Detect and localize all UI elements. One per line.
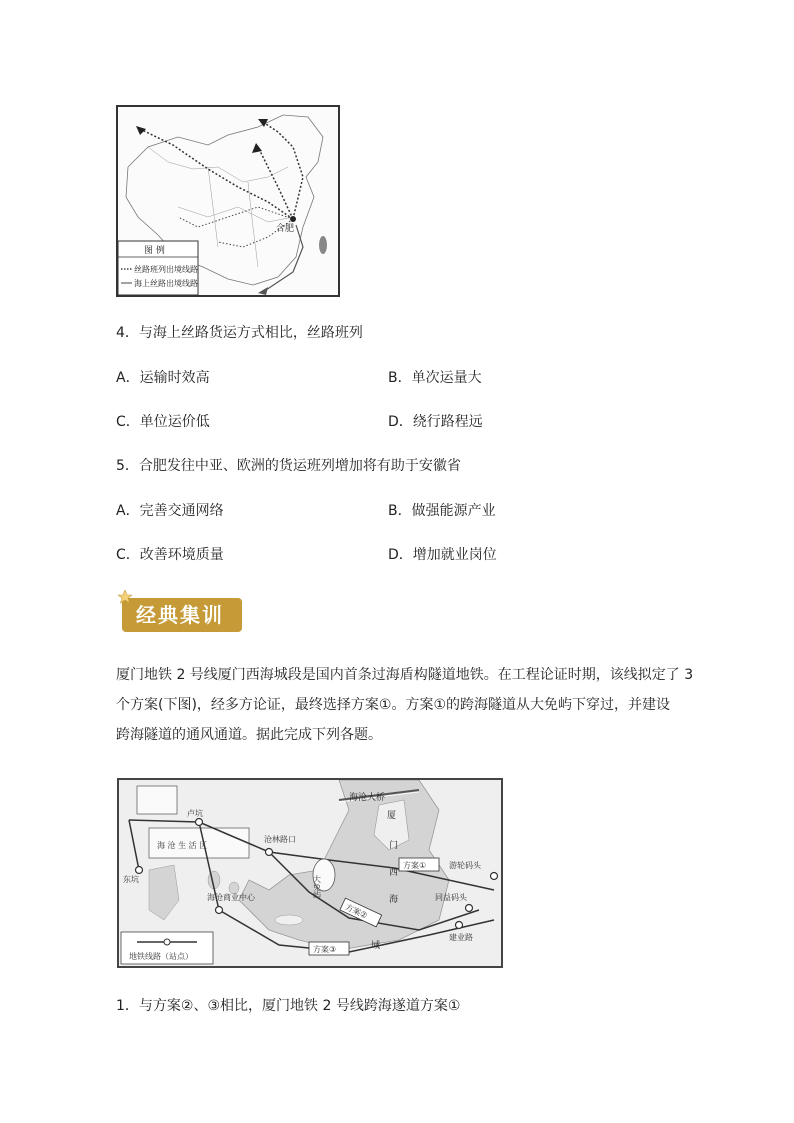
station-youlun-label: 游轮码头 [449, 861, 481, 870]
station-canglin-label: 沧林路口 [264, 835, 296, 844]
station-jianye [456, 922, 463, 929]
station-jianye-label: 建业路 [449, 933, 473, 942]
island-label: 大兔屿 [312, 875, 322, 899]
sea-char-2: 门 [389, 841, 399, 851]
intro-line-2: 个方案(下图)，经多方论证，最终选择方案①。方案①的跨海隧道从大免屿下穿过，并建设 [116, 697, 671, 713]
district-label: 海 沧 生 活 区 [157, 841, 208, 850]
question-4-stem: 4．与海上丝路货运方式相比，丝路班列 [116, 325, 363, 341]
sea-route [263, 225, 303, 292]
question-4-option-a[interactable]: A．运输时效高 [116, 370, 210, 386]
question-5-option-d[interactable]: D．增加就业岗位 [388, 547, 497, 563]
question-5-option-a[interactable]: A．完善交通网络 [116, 503, 224, 519]
question-5-stem: 5．合肥发往中亚、欧洲的货运班列增加将有助于安徽省 [116, 458, 461, 474]
intro-line-1: 厦门地铁 2 号线厦门西海城段是国内首条过海盾构隧道地铁。在工程论证时期，该线拟定了 3 [116, 667, 694, 683]
station-canglin [266, 849, 273, 856]
metro-plan-drawing [119, 780, 501, 966]
sea-char-4: 海 [389, 895, 399, 905]
section-banner [118, 590, 244, 634]
sea-char-3: 西 [389, 868, 399, 878]
intro-line-3: 跨海隧道的通风通道。据此完成下列各题。 [116, 727, 382, 743]
legend-title: 图 例 [144, 246, 165, 256]
silk-rail-route-3 [263, 122, 303, 219]
hefei-label: 合肥 [276, 224, 295, 234]
question-4-option-d[interactable]: D．绕行路程远 [388, 414, 483, 430]
metro-plan-map [117, 778, 503, 968]
legend-sea: 海上丝路出境线路 [134, 279, 198, 288]
arrow-head-icon [136, 126, 146, 135]
station-luao-label: 卢坑 [187, 809, 203, 818]
station-tongyi-label: 同益码头 [435, 893, 467, 902]
station-luao [196, 819, 203, 826]
plan-2-label: 方案② [343, 902, 369, 921]
bridge-label: 海沧大桥 [349, 793, 386, 803]
map2-legend-text: 地铁线路（站点） [129, 952, 193, 961]
arrow-head-icon [252, 143, 262, 153]
hefei-dot [290, 216, 296, 222]
question-4-option-b[interactable]: B．单次运量大 [388, 370, 482, 386]
legend-silk-rail: 丝路班列出境线路 [134, 265, 198, 274]
question-5-option-c[interactable]: C．改善环境质量 [116, 547, 224, 563]
plan-1-label: 方案① [403, 861, 427, 870]
sea-char-5: 域 [371, 941, 381, 951]
plan-3-label: 方案③ [313, 945, 337, 954]
silk-road-map [116, 105, 340, 297]
intro-paragraph [116, 660, 696, 750]
station-center-label: 海沧商业中心 [207, 893, 255, 902]
station-dongfang [136, 867, 143, 874]
station-tongyi [466, 905, 473, 912]
banner-title: 经典集训 [136, 603, 224, 627]
sea-char-1: 厦 [387, 811, 397, 821]
question-1-stem: 1．与方案②、③相比，厦门地铁 2 号线跨海遂道方案① [116, 998, 461, 1014]
question-5-option-b[interactable]: B．做强能源产业 [388, 503, 496, 519]
taiwan-shape [319, 236, 327, 254]
question-4-option-c[interactable]: C．单位运价低 [116, 414, 210, 430]
silk-road-map-drawing [118, 107, 338, 295]
silk-rail-route-2 [258, 147, 293, 219]
station-center [216, 907, 223, 914]
silk-rail-route-1 [140, 129, 293, 219]
station-dongfang-label: 东坑 [123, 875, 139, 884]
station-youlun [491, 873, 498, 880]
